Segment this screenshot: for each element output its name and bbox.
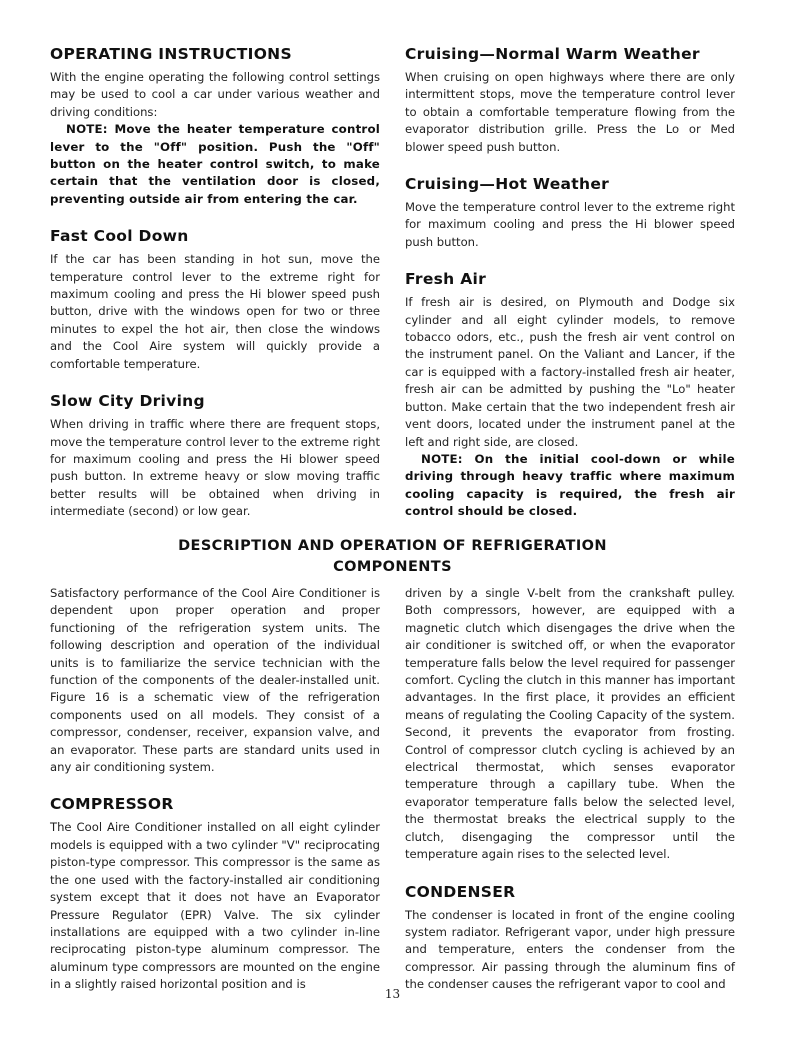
operating-instructions-section (50, 44, 380, 208)
condenser-heading: CONDENSER (405, 882, 516, 901)
fresh-air-heading: Fresh Air (405, 270, 487, 289)
fresh-air-text: If fresh air is desired, on Plymouth and Dodge six cylinder and all eight cylinder models, to remove tobacco odors, etc., push the fresh air vent control on the instrument panel. On the Valiant and Lancer, if the car is equipped with a factory-installed fresh air heater, fresh air can be admitted by pushing the "Lo" heater button. Make certain that the two independent fresh air vent doors, located under the instrument panel at the left and right side, are closed. (405, 295, 735, 449)
fast-cool-down-section (50, 226, 380, 373)
description-intro-text: Satisfactory performance of the Cool Aire Conditioner is dependent upon proper operation and proper functioning of the refrigeration system units. The following description and operation of the individual units is to familiarize the service technician with the function of the components of the dealer-installed unit. Figure 16 is a schematic view of the refrigeration components used on all models. They consist of a compressor, condenser, receiver, expansion valve, and an evaporator. These parts are standard units used in any air conditioning system. (50, 586, 380, 775)
fresh-air-section (405, 269, 735, 520)
section-title (120, 536, 665, 578)
cruising-hot-text: Move the temperature control lever to the extreme right for maximum cooling and press the Hi blower speed push button. (405, 200, 735, 249)
left-column-bottom (50, 585, 380, 1012)
slow-city-driving-text: When driving in traffic where there are frequent stops, move the temperature control lever to the extreme right for maximum cooling and press the Hi blower speed push button. In extreme heavy or slow moving traffic better results will be obtained when driving in intermediate (second) or low gear. (50, 417, 380, 519)
slow-city-driving-section (50, 391, 380, 520)
right-column-top (405, 44, 735, 539)
compressor-text: The Cool Aire Conditioner installed on all eight cylinder models is equipped with a two cylinder "V" reciprocating piston-type compressor. This compressor is the same as the one used with the factory-installed air conditioning system except that it does not have an Evaporator Pressure Regulator (EPR) Valve. The six cylinder installations are equipped with a two cylinder in-line reciprocating piston-type aluminum compressor. The aluminum type compressors are mounted on the engine in a slightly raised horizontal position and is (50, 820, 380, 992)
section-title-line-2: COMPONENTS (333, 559, 452, 575)
compressor-section (50, 794, 380, 993)
operating-instructions-note: NOTE: Move the heater temperature control lever to the "Off" position. Push the "Off" button on the heater control switch, to make certain that the ventilation door is closed, preventing outside air from entering the car. (50, 122, 380, 206)
compressor-heading: COMPRESSOR (50, 795, 174, 814)
cruising-normal-text: When cruising on open highways where there are only intermittent stops, move the temperature control lever to obtain a comfortable temperature flowing from the evaporator distribution grille. Press the Lo or Med blower speed push button. (405, 70, 735, 154)
compressor-continued-section (405, 585, 735, 864)
cruising-normal-section (405, 44, 735, 156)
fast-cool-down-heading: Fast Cool Down (50, 227, 189, 246)
slow-city-driving-heading: Slow City Driving (50, 392, 205, 411)
section-title-line-1: DESCRIPTION AND OPERATION OF REFRIGERATION (178, 538, 607, 554)
left-column-top (50, 44, 380, 539)
cruising-hot-section (405, 174, 735, 251)
cruising-normal-heading: Cruising—Normal Warm Weather (405, 45, 700, 63)
fresh-air-note: NOTE: On the initial cool-down or while driving through heavy traffic where maximum cooling capacity is required, the fresh air control should be closed. (405, 451, 735, 519)
page-number: 13 (384, 987, 401, 1001)
fast-cool-down-text: If the car has been standing in hot sun, move the temperature control lever to the extreme right for maximum cooling and press the Hi blower speed push button, drive with the windows open for two or three minutes to expel the hot air, then close the windows and the Cool Aire system will quickly provide a comfortable temperature. (50, 252, 380, 371)
operating-instructions-text: With the engine operating the following control settings may be used to cool a car under various weather and driving conditions: (50, 70, 380, 119)
condenser-text: The condenser is located in front of the engine cooling system radiator. Refrigerant vapor, under high pressure and temperature, enters the condenser from the compressor. Air passing through the aluminum fins of the condenser causes the refrigerant vapor to cool and (405, 907, 735, 992)
description-intro-section (50, 585, 380, 776)
right-column-bottom (405, 585, 735, 1012)
operating-instructions-heading: OPERATING INSTRUCTIONS (50, 45, 292, 63)
cruising-hot-heading: Cruising—Hot Weather (405, 175, 610, 194)
condenser-section (405, 882, 735, 994)
compressor-continued-text: driven by a single V-belt from the crankshaft pulley. Both compressors, however, are equipped with a magnetic clutch which disengages the drive when the air conditioner is switched off, or when the evaporator temperature falls below the level required for passenger comfort. Cycling the clutch in this manner has important advantages. In the first place, it provides an efficient means of regulating the Cooling Capacity of the system. Second, it prevents the evaporator from frosting. Control of compressor clutch cycling is achieved by an electrical thermostat, which senses evaporator temperature through a capillary tube. When the evaporator temperature falls below the selected level, the thermostat breaks the electrical supply to the clutch, disengaging the compressor until the temperature again rises to the selected level. (405, 586, 735, 862)
